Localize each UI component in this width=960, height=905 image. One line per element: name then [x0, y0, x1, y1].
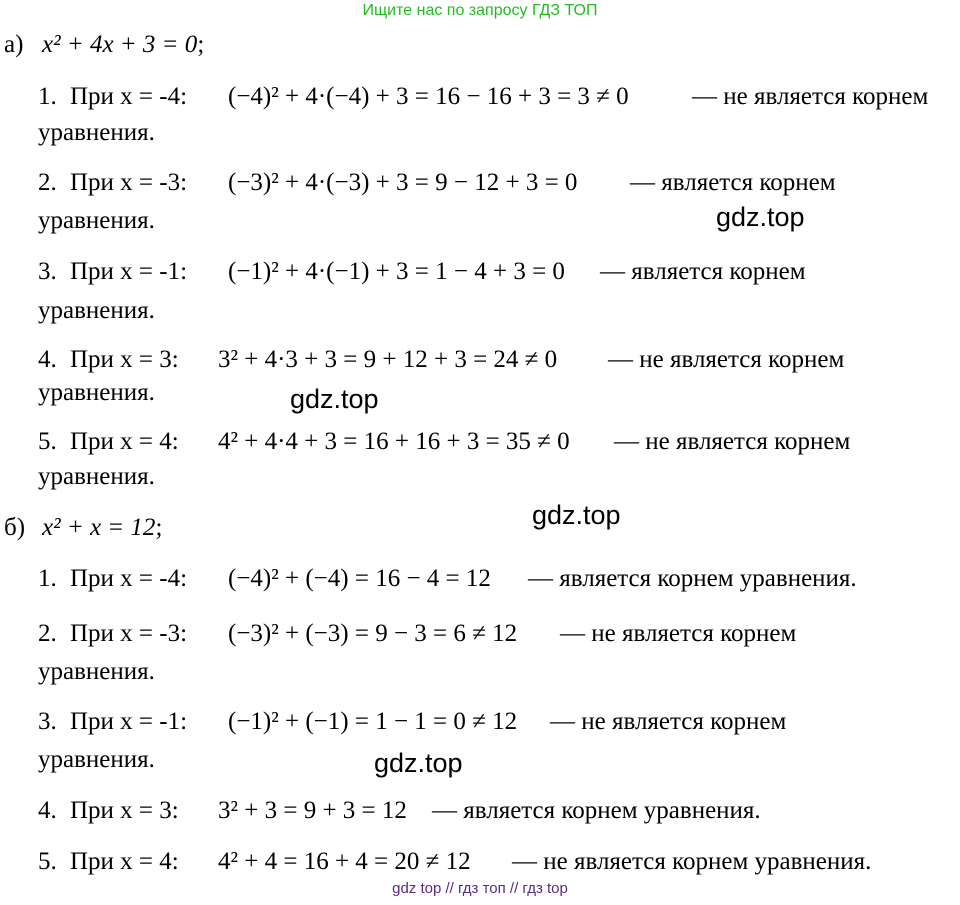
b-item-2-num: 2. — [38, 620, 57, 647]
a-item-2-expr: (−3)² + 4·(−3) + 3 = 9 − 12 + 3 = 0 — [228, 169, 578, 196]
b-item-4-verdict: — является корнем уравнения. — [432, 797, 761, 824]
a-item-4-cond: При x = 3: — [70, 346, 179, 373]
b-item-3-tail: уравнения. — [38, 746, 155, 773]
equation-end: ; — [197, 31, 205, 58]
b-item-2-verdict: — не является корнем — [560, 620, 797, 647]
b-item-3-verdict: — не является корнем — [550, 708, 787, 735]
a-item-2-verdict: — является корнем — [630, 169, 836, 196]
b-item-5-cond: При x = 4: — [70, 848, 179, 875]
b-item-1-cond: При x = -4: — [70, 565, 188, 592]
a-item-4-expr: 3² + 4·3 + 3 = 9 + 12 + 3 = 24 ≠ 0 — [218, 346, 558, 373]
a-item-3-verdict: — является корнем — [600, 258, 806, 285]
header-link[interactable]: Ищите нас по запросу ГДЗ ТОП — [362, 2, 598, 19]
a-item-4-tail: уравнения. — [38, 379, 155, 406]
footer-text: gdz top // гдз топ // гдз top — [392, 880, 568, 897]
a-item-5-num: 5. — [38, 428, 57, 455]
a-item-1-cond: При x = -4: — [70, 83, 188, 110]
b-item-4-num: 4. — [38, 797, 57, 824]
b-item-3-num: 3. — [38, 708, 57, 735]
a-item-1-num: 1. — [38, 83, 57, 110]
a-item-3-cond: При x = -1: — [70, 258, 188, 285]
b-item-2-tail: уравнения. — [38, 658, 155, 685]
watermark: gdz.top — [290, 384, 379, 414]
watermark: gdz.top — [532, 500, 621, 530]
b-item-2-expr: (−3)² + (−3) = 9 − 3 = 6 ≠ 12 — [228, 620, 518, 647]
b-item-4-cond: При x = 3: — [70, 797, 179, 824]
part-a-label: а) — [4, 31, 24, 58]
b-item-1-expr: (−4)² + (−4) = 16 − 4 = 12 — [228, 565, 491, 592]
part-b-equation — [42, 513, 162, 543]
a-item-4-num: 4. — [38, 346, 57, 373]
equation-text: x² + x = 12 — [42, 514, 156, 541]
watermark: gdz.top — [374, 748, 463, 778]
a-item-2-num: 2. — [38, 169, 57, 196]
b-item-5-expr: 4² + 4 = 16 + 4 = 20 ≠ 12 — [218, 848, 471, 875]
watermark: gdz.top — [716, 202, 805, 232]
b-item-2-cond: При x = -3: — [70, 620, 188, 647]
a-item-3-expr: (−1)² + 4·(−1) + 3 = 1 − 4 + 3 = 0 — [228, 258, 565, 285]
a-item-4-verdict: — не является корнем — [608, 346, 845, 373]
part-b-label: б) — [4, 514, 26, 541]
equation-end: ; — [155, 514, 163, 541]
a-item-5-verdict: — не является корнем — [614, 428, 851, 455]
b-item-1-num: 1. — [38, 565, 57, 592]
b-item-3-cond: При x = -1: — [70, 708, 188, 735]
b-item-4-expr: 3² + 3 = 9 + 3 = 12 — [218, 797, 407, 824]
a-item-5-cond: При x = 4: — [70, 428, 179, 455]
a-item-5-tail: уравнения. — [38, 463, 155, 490]
equation-text: x² + 4x + 3 = 0 — [42, 31, 198, 58]
b-item-5-verdict: — не является корнем уравнения. — [512, 848, 872, 875]
a-item-1-expr: (−4)² + 4·(−4) + 3 = 16 − 16 + 3 = 3 ≠ 0 — [228, 83, 629, 110]
a-item-1-verdict: — не является корнем — [692, 83, 929, 110]
b-item-1-verdict: — является корнем уравнения. — [528, 565, 857, 592]
a-item-3-num: 3. — [38, 258, 57, 285]
a-item-2-tail: уравнения. — [38, 207, 155, 234]
a-item-2-cond: При x = -3: — [70, 169, 188, 196]
a-item-1-tail: уравнения. — [38, 119, 155, 146]
a-item-3-tail: уравнения. — [38, 297, 155, 324]
part-a-equation — [42, 30, 204, 60]
b-item-5-num: 5. — [38, 848, 57, 875]
b-item-3-expr: (−1)² + (−1) = 1 − 1 = 0 ≠ 12 — [228, 708, 518, 735]
a-item-5-expr: 4² + 4·4 + 3 = 16 + 16 + 3 = 35 ≠ 0 — [218, 428, 570, 455]
